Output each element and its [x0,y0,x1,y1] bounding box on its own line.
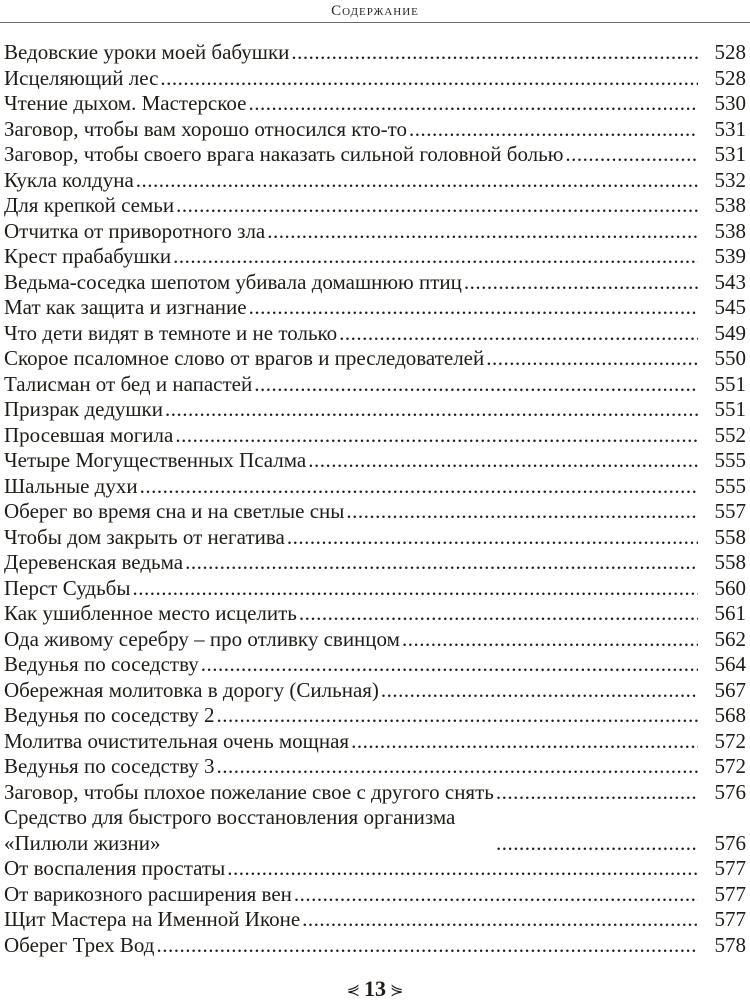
right-ornament-icon: ⋟ [390,981,404,999]
toc-entry [4,168,746,194]
toc-entry-page-number: 538 [714,193,746,217]
toc-dot-leader [287,525,698,551]
toc-entry-page-number: 558 [714,550,746,574]
toc-dot-leader [267,219,698,245]
toc-dot-leader [217,703,698,729]
toc-entry [4,346,746,372]
toc-entry-title: Отчитка от приворотного зла [4,218,266,243]
page-footer [0,978,750,1002]
toc-entry-title: Чтобы дом закрыть от негатива [4,524,285,549]
toc-dot-leader [381,678,698,704]
toc-entry-page-number: 577 [714,907,746,931]
toc-entry-page-number: 543 [714,269,746,294]
toc-entry [4,372,746,398]
toc-entry-title: Деревенская ведьма [4,550,184,574]
toc-dot-leader [185,550,698,576]
toc-entry-page-number: 539 [714,244,746,268]
toc-dot-leader [464,270,698,296]
toc-dot-leader [299,601,698,627]
toc-entry [4,601,746,627]
toc-entry-title: Просевшая могила [4,422,174,447]
toc-entry [4,474,746,500]
toc-entry-title: Что дети видят в темноте и не только [4,320,338,345]
toc-entry-page-number: 560 [714,575,746,600]
toc-dot-leader [308,448,698,474]
toc-entry-title: Четыре Могущественных Псалма [4,448,307,472]
toc-entry [4,627,746,653]
toc-entry-title: Ведьма-соседка шепотом убивала домашнюю птиц [4,269,462,294]
toc-entry-page-number: 577 [714,856,746,880]
toc-entry-title: Щит Мастера на Именной Иконе [4,907,301,931]
toc-entry [4,882,746,908]
toc-dot-leader [402,627,698,653]
toc-entry-page-number: 545 [714,295,746,319]
toc-dot-leader [249,295,698,321]
toc-dot-leader [176,193,698,219]
header-divider [0,22,750,23]
toc-entry-title: Средство для быстрого восстановления организма «Пилюли жизни» [4,805,456,855]
toc-entry-page-number: 550 [714,346,746,370]
toc-entry-title: Ведунья по соседству [4,652,199,676]
toc-entry [4,448,746,474]
toc-entry-page-number: 558 [714,524,746,549]
toc-entry-title: От воспаления простаты [4,856,226,880]
toc-dot-leader [339,321,698,347]
toc-entry-page-number: 531 [714,142,746,166]
toc-entry-page-number: 568 [714,703,746,727]
toc-entry [4,142,746,168]
toc-entry [4,321,746,347]
toc-entry [4,397,746,423]
toc-entry-page-number: 562 [714,626,746,651]
toc-dot-leader [217,754,698,780]
toc-entry-title: Призрак дедушки [4,397,163,421]
toc-entry-page-number: 561 [714,601,746,625]
toc-dot-leader [291,40,698,66]
toc-entry [4,244,746,270]
toc-entry-title: Заговор, чтобы своего врага наказать сильной головной болью [4,142,564,166]
toc-dot-leader [302,907,698,933]
toc-entry [4,499,746,525]
toc-entry-title: Ведунья по соседству 3 [4,754,215,778]
toc-entry [4,295,746,321]
toc-entry-title: Шальные духи [4,473,138,498]
toc-entry-title: Перст Судьбы [4,575,131,600]
toc-entry-title: Скорое псаломное слово от врагов и преследователей [4,346,485,370]
toc-entry-title: Оберег во время сна и на светлые сны [4,499,345,523]
toc-entry-page-number: 528 [714,40,746,64]
toc-dot-leader [496,780,698,806]
toc-entry [4,678,746,704]
toc-entry [4,525,746,551]
toc-entry-title: Ода живому серебру – про отливку свинцом [4,626,400,651]
toc-dot-leader [409,117,698,143]
toc-entry-page-number: 567 [714,677,746,702]
toc-dot-leader [201,652,698,678]
toc-dot-leader [136,168,698,194]
page-number: 13 [364,976,386,1001]
toc-entry [4,91,746,117]
toc-dot-leader [254,372,698,398]
toc-dot-leader [165,397,698,423]
toc-entry-page-number: 564 [714,652,746,676]
toc-entry [4,754,746,780]
toc-entry-page-number: 531 [714,116,746,141]
toc-dot-leader [496,831,698,857]
toc-dot-leader [227,856,698,882]
toc-entry-page-number: 555 [714,448,746,472]
toc-entry-title: Мат как защита и изгнание [4,295,247,319]
toc-entry [4,703,746,729]
toc-entry-title: Ведовские уроки моей бабушки [4,40,290,64]
toc-entry-title: Чтение дыхом. Мастерское [4,91,247,115]
toc-entry [4,856,746,882]
toc-entry-title: Заговор, чтобы вам хорошо относился кто-то [4,116,407,141]
toc-dot-leader [565,142,698,168]
toc-entry [4,805,746,856]
toc-entry-page-number: 572 [714,728,746,753]
toc-entry [4,652,746,678]
toc-entry-page-number: 530 [714,91,746,115]
toc-entry-page-number: 532 [714,167,746,192]
toc-entry-page-number: 578 [714,932,746,957]
toc-entry-title: Оберег Трех Вод [4,932,155,957]
toc-entry-title: Как ушибленное место исцелить [4,601,297,625]
toc-entry-title: Крест прабабушки [4,244,172,268]
toc-dot-leader [160,66,698,92]
left-ornament-icon: ⋞ [346,981,360,999]
toc-entry-page-number: 551 [714,397,746,421]
toc-dot-leader [140,474,698,500]
toc-entry-page-number: 576 [714,779,746,804]
table-of-contents [4,40,746,958]
toc-entry-page-number: 538 [714,218,746,243]
toc-entry-title: Молитва очистительная очень мощная [4,728,350,753]
page-header-title: Содержание [331,3,419,19]
toc-dot-leader [248,91,698,117]
toc-entry [4,729,746,755]
toc-entry-page-number: 551 [714,371,746,396]
toc-entry-page-number: 528 [714,65,746,90]
toc-entry-title: Талисман от бед и напастей [4,371,253,396]
toc-entry [4,193,746,219]
toc-entry-title: Заговор, чтобы плохое пожелание свое с другого снять [4,779,494,804]
toc-dot-leader [294,882,698,908]
toc-entry-title: Обережная молитовка в дорогу (Сильная) [4,677,379,702]
toc-entry-title: Ведунья по соседству 2 [4,703,215,727]
toc-entry [4,550,746,576]
toc-dot-leader [175,423,698,449]
toc-dot-leader [157,933,699,959]
toc-entry [4,270,746,296]
toc-dot-leader [132,576,698,602]
toc-entry-page-number: 572 [714,754,746,778]
toc-entry-page-number: 577 [714,881,746,906]
toc-entry-title: Для крепкой семьи [4,193,175,217]
toc-entry-page-number: 576 [714,830,746,855]
toc-dot-leader [486,346,698,372]
toc-dot-leader [173,244,698,270]
toc-entry-page-number: 549 [714,320,746,345]
toc-entry-title: От варикозного расширения вен [4,881,292,906]
toc-entry-page-number: 557 [714,499,746,523]
toc-entry [4,423,746,449]
toc-dot-leader [351,729,698,755]
toc-entry-title: Кукла колдуна [4,167,134,192]
toc-entry-page-number: 555 [714,473,746,498]
toc-entry-page-number: 552 [714,422,746,447]
toc-entry [4,907,746,933]
toc-entry [4,66,746,92]
toc-entry [4,117,746,143]
toc-entry-title: Исцеляющий лес [4,65,159,90]
toc-entry [4,933,746,959]
toc-dot-leader [346,499,698,525]
toc-entry [4,780,746,806]
toc-entry [4,219,746,245]
toc-entry [4,40,746,66]
toc-entry [4,576,746,602]
